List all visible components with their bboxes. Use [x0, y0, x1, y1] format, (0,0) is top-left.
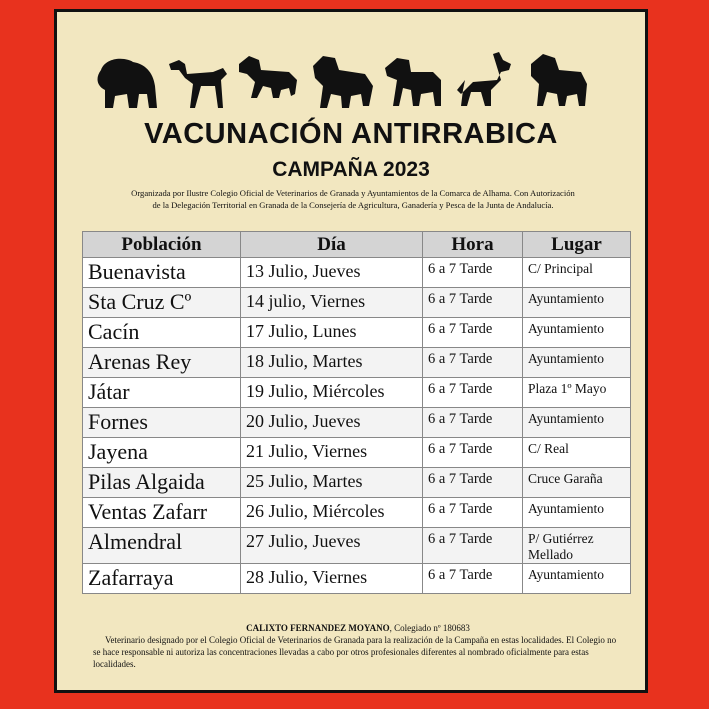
organizer-line: Organizada por Ilustre Colegio Oficial de Veterinarios de Granada y Ayuntamientos de la Comarca de Alhama. Con Autorización — [131, 188, 575, 198]
table-row — [83, 318, 631, 348]
dog-silhouette-icon — [385, 58, 441, 106]
table-header-row — [83, 232, 631, 258]
table-row — [83, 528, 631, 564]
cell-poblacion: Pilas Algaida — [83, 468, 241, 498]
cell-hora: 6 a 7 Tarde — [423, 468, 523, 498]
cell-hora: 6 a 7 Tarde — [423, 378, 523, 408]
cell-hora: 6 a 7 Tarde — [423, 438, 523, 468]
cell-dia: 27 Julio, Jueves — [241, 528, 423, 564]
veterinarian-name: CALIXTO FERNANDEZ MOYANO — [246, 623, 390, 633]
dog-silhouette-icon — [169, 60, 227, 108]
cell-dia: 28 Julio, Viernes — [241, 564, 423, 594]
cell-hora: 6 a 7 Tarde — [423, 318, 523, 348]
cell-dia: 18 Julio, Martes — [241, 348, 423, 378]
cell-poblacion: Almendral — [83, 528, 241, 564]
cell-poblacion: Játar — [83, 378, 241, 408]
table-row — [83, 498, 631, 528]
footer — [93, 622, 623, 670]
cell-poblacion: Zafarraya — [83, 564, 241, 594]
cell-hora: 6 a 7 Tarde — [423, 408, 523, 438]
disclaimer-text: Veterinario designado por el Colegio Oficial de Veterinarios de Granada para la realización de la Campaña en estas localidades. El Colegio no se hace responsable ni autoriza las concentraciones llevadas a cabo por otros profesionales diferentes al nombrado oficialmente para estas localidades. — [93, 635, 617, 669]
cell-lugar: Ayuntamiento — [523, 348, 631, 378]
cell-dia: 19 Julio, Miércoles — [241, 378, 423, 408]
table-row — [83, 438, 631, 468]
cell-dia: 25 Julio, Martes — [241, 468, 423, 498]
cell-poblacion: Buenavista — [83, 258, 241, 288]
cell-hora: 6 a 7 Tarde — [423, 528, 523, 564]
organizer-text — [81, 187, 625, 211]
colegiado-number: , Colegiado nº 180683 — [389, 623, 470, 633]
cell-poblacion: Cacín — [83, 318, 241, 348]
cell-lugar: Ayuntamiento — [523, 408, 631, 438]
cell-lugar: C/ Real — [523, 438, 631, 468]
cell-hora: 6 a 7 Tarde — [423, 288, 523, 318]
header-lugar: Lugar — [523, 232, 631, 258]
cell-poblacion: Sta Cruz Cº — [83, 288, 241, 318]
cell-dia: 21 Julio, Viernes — [241, 438, 423, 468]
header-hora: Hora — [423, 232, 523, 258]
table-row — [83, 564, 631, 594]
cell-dia: 13 Julio, Jueves — [241, 258, 423, 288]
cell-hora: 6 a 7 Tarde — [423, 258, 523, 288]
cell-hora: 6 a 7 Tarde — [423, 564, 523, 594]
table-row — [83, 408, 631, 438]
schedule-table — [82, 231, 631, 594]
cell-poblacion: Arenas Rey — [83, 348, 241, 378]
dog-silhouette-icon — [313, 56, 373, 108]
cell-lugar: P/ Gutiérrez Mellado — [523, 528, 631, 564]
cell-lugar: Plaza 1º Mayo — [523, 378, 631, 408]
campaign-subtitle: CAMPAÑA 2023 — [272, 158, 430, 181]
cell-poblacion: Ventas Zafarr — [83, 498, 241, 528]
cell-lugar: Ayuntamiento — [523, 318, 631, 348]
vaccination-poster — [54, 9, 648, 693]
cell-hora: 6 a 7 Tarde — [423, 348, 523, 378]
cell-lugar: Cruce Garaña — [523, 468, 631, 498]
cell-lugar: Ayuntamiento — [523, 498, 631, 528]
table-row — [83, 468, 631, 498]
cell-dia: 17 Julio, Lunes — [241, 318, 423, 348]
organizer-line: de la Delegación Territorial en Granada de la Consejería de Agricultura, Ganadería y Pesca de la Junta de Andalucía. — [152, 200, 554, 210]
dog-silhouette-icon — [239, 56, 297, 98]
dog-silhouettes-row — [93, 50, 587, 114]
cell-dia: 20 Julio, Jueves — [241, 408, 423, 438]
cell-lugar: Ayuntamiento — [523, 288, 631, 318]
poster-title: VACUNACIÓN ANTIRRABICA — [144, 118, 558, 150]
header-poblacion: Población — [83, 232, 241, 258]
cell-lugar: C/ Principal — [523, 258, 631, 288]
dog-silhouette-icon — [98, 59, 157, 108]
dog-silhouette-icon — [531, 54, 587, 106]
cell-dia: 14 julio, Viernes — [241, 288, 423, 318]
header-dia: Día — [241, 232, 423, 258]
table-row — [83, 348, 631, 378]
cell-poblacion: Fornes — [83, 408, 241, 438]
cell-poblacion: Jayena — [83, 438, 241, 468]
veterinarian-signature-line — [93, 622, 623, 634]
cell-lugar: Ayuntamiento — [523, 564, 631, 594]
dog-silhouette-icon — [457, 52, 511, 106]
cell-hora: 6 a 7 Tarde — [423, 498, 523, 528]
table-row — [83, 288, 631, 318]
table-row — [83, 258, 631, 288]
cell-dia: 26 Julio, Miércoles — [241, 498, 423, 528]
table-row — [83, 378, 631, 408]
